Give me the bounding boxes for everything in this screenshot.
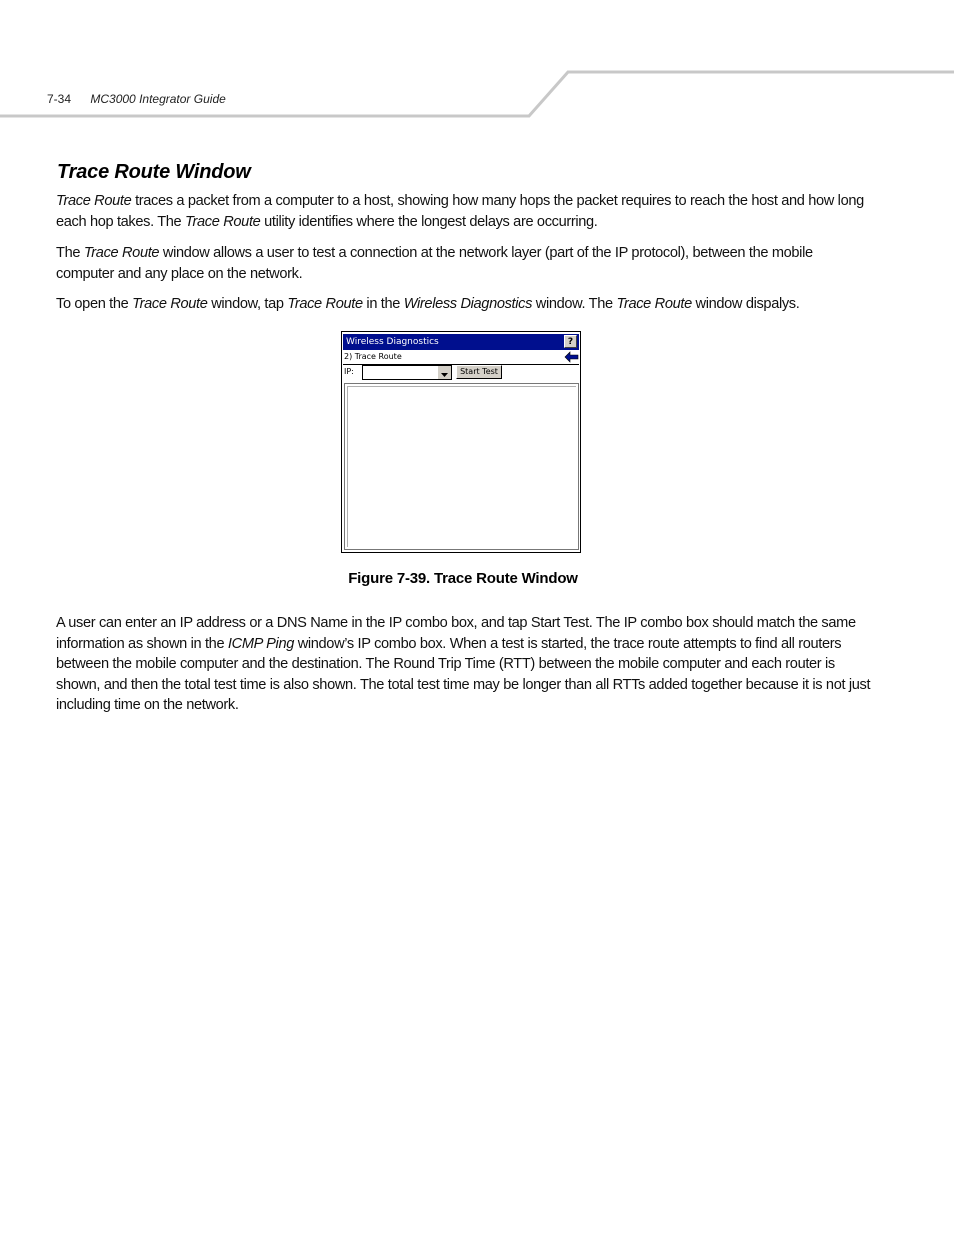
paragraph-usage bbox=[56, 613, 874, 716]
term: Trace Route bbox=[132, 296, 208, 312]
paragraph-description bbox=[56, 243, 874, 284]
text: The bbox=[56, 245, 84, 261]
chevron-down-icon bbox=[438, 368, 451, 381]
ip-combo-box[interactable] bbox=[362, 365, 452, 380]
back-arrow-icon[interactable] bbox=[564, 351, 579, 363]
text: To open the bbox=[56, 296, 133, 312]
results-inner-border bbox=[347, 386, 576, 547]
guide-title: MC3000 Integrator Guide bbox=[90, 92, 226, 106]
term: ICMP Ping bbox=[227, 635, 294, 652]
term: Trace Route bbox=[185, 213, 261, 230]
text: window dispalys. bbox=[691, 296, 800, 312]
term: Trace Route bbox=[56, 193, 132, 209]
combo-dropdown-button[interactable] bbox=[437, 366, 451, 379]
term: Trace Route bbox=[616, 296, 692, 312]
text: A user can enter an IP address or a DNS Name in the IP combo box, and tap Start Test. The IP combo box should match the same information as shown in the bbox=[56, 615, 856, 652]
text: traces a packet from a computer to a host, showing how many hops the packet requires to reach the host and how long each hop takes. The bbox=[56, 193, 864, 230]
text: window, tap bbox=[207, 296, 288, 312]
start-test-button[interactable]: Start Test bbox=[456, 365, 502, 379]
text: window’s IP combo box. When a test is started, the trace route attempts to find all routers between the mobile computer and the destination. The Round Trip Time (RTT) between the mobile computer and each router is shown, and then the total test time is also shown. The total test time may be longer than all RTTs added together because it is not just including time on the network. bbox=[56, 635, 871, 713]
text: window allows a user to test a connection at the network layer (part of the IP protocol), between the mobile computer and any place on the network. bbox=[56, 245, 813, 282]
trace-route-screenshot bbox=[341, 331, 581, 553]
figure-caption: Figure 7-39. Trace Route Window bbox=[348, 570, 578, 587]
text: in the bbox=[362, 296, 404, 312]
page-number: 7-34 bbox=[47, 92, 72, 106]
ip-label: IP: bbox=[344, 367, 354, 376]
term: Wireless Diagnostics bbox=[403, 296, 533, 312]
help-button[interactable]: ? bbox=[564, 335, 577, 348]
term: Trace Route bbox=[83, 245, 160, 261]
term: Trace Route bbox=[287, 296, 363, 312]
section-title: Trace Route Window bbox=[57, 161, 251, 183]
paragraph-open-instructions bbox=[56, 294, 874, 315]
window-title: Wireless Diagnostics bbox=[346, 337, 439, 347]
trace-route-heading: 2) Trace Route bbox=[344, 352, 402, 361]
running-header bbox=[47, 92, 226, 106]
text: utility identifies where the longest delays are occurring. bbox=[260, 213, 598, 230]
window-titlebar bbox=[343, 334, 579, 350]
text: window. The bbox=[532, 296, 617, 312]
paragraph-intro bbox=[56, 191, 874, 232]
trace-results-area[interactable] bbox=[344, 383, 579, 550]
